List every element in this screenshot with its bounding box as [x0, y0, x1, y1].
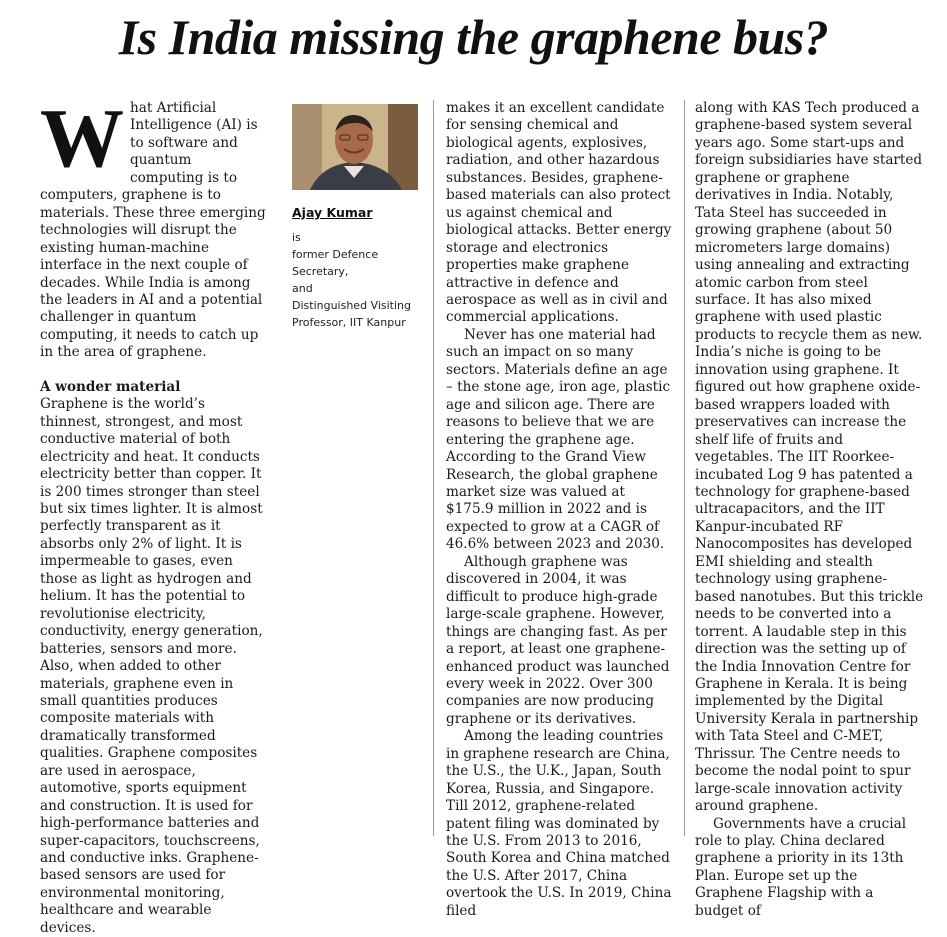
paragraph: Graphene is the world’s thinnest, strongest, and most conductive material of both electricity and heat. It conducts electricity better than copper. It is 200 times stronger than steel but six times lighter. It is almost perfectly transparent as it absorbs only 2% of light. It is impermeable to gases, even those as light as hydrogen and helium. It has the potential to revolutionise electricity, conductivity, energy generation, batteries, sensors and more. Also, when added to other materials, graphene even in small quantities produces composite materials with dramatically transformed qualities. Graphene composites are used in aerospace, automotive, sports equipment and construction. It is used for high-performance batteries and super-capacitors, touchscreens, and conductive inks. Graphene-based sensors are used for environmental monitoring, healthcare and wearable devices.	[40, 396, 263, 936]
subhead: A wonder material	[40, 378, 181, 395]
paragraph: Governments have a crucial role to play. China declared graphene a priority in its 13th Plan. Europe set up the Graphene Flagship with a budget of	[695, 815, 907, 919]
bio-line: former Defence	[292, 248, 379, 262]
paragraph: Never has one material had such an impact on so many sectors. Materials define an age – the stone age, iron age, plastic age and silicon age. There are reasons to believe that we are entering the graphene age. According to the Grand View Research, the global graphene market size was valued at $175.9 million in 2022 and is expected to grow at a CAGR of 46.6% between 2023 and 2030.	[446, 326, 671, 553]
bio-line: Distinguished Visiting	[292, 299, 412, 313]
author-bio	[292, 229, 419, 331]
intro-text: hat Artificial Intelligence (AI) is to software and quantum computing is to computers, graphene is to materials. These three emerging technologies will disrupt the existing human-machine interface in the next couple of decades. While India is among the leaders in AI and a potential challenger in quantum computing, it needs to catch up in the area of graphene.	[40, 100, 266, 361]
article-column-1	[40, 92, 266, 936]
bio-line: is	[292, 231, 301, 245]
paragraph: makes it an excellent candidate for sensing chemical and biological agents, explosives, radiation, and other hazardous substances. Besides, graphene-based materials can also protect us against chemical and biological attacks. Better energy storage and electronics properties make graphene attractive in defence and aerospace as well as in civil and commercial applications.	[446, 100, 672, 326]
author-name[interactable]: Ajay Kumar	[292, 205, 373, 220]
author-photo	[292, 104, 418, 190]
author-column	[292, 100, 419, 836]
bio-line: and	[292, 282, 313, 296]
paragraph: Although graphene was discovered in 2004, it was difficult to produce high-grade large-scale graphene. However, things are changing fast. As per a report, at least one graphene-enhanced product was launched every week in 2022. Over 300 companies are now producing graphene or its derivatives.	[446, 553, 670, 727]
paragraph: Among the leading countries in graphene research are China, the U.S., the U.K., Japan, South Korea, Russia, and Singapore. Till 2012, graphene-related patent filing was dominated by the U.S. From 2013 to 2016, South Korea and China matched the U.S. After 2017, China overtook the U.S. In 2019, China filed	[446, 728, 672, 919]
column-divider	[433, 100, 434, 836]
article-column-4	[695, 100, 925, 919]
dropcap: W	[40, 92, 124, 185]
bio-line: Secretary,	[292, 265, 349, 279]
column-divider	[684, 100, 685, 836]
headline: Is India missing the graphene bus?	[118, 9, 829, 65]
bio-line: Professor, IIT Kanpur	[292, 316, 406, 330]
article-column-3	[446, 100, 676, 919]
paragraph: along with KAS Tech produced a graphene-based system several years ago. Some start-ups and foreign subsidiaries have started graphene or graphene derivatives in India. Notably, Tata Steel has succeeded in growing graphene (about 50 micrometers large domains) using annealing and extracting atomic carbon from steel surface. It has also mixed graphene with used plastic products to recycle them as new. India’s niche is going to be innovation using graphene. It figured out how graphene oxide-based wrappers loaded with preservatives can increase the shelf life of fruits and vegetables. The IIT Roorkee-incubated Log 9 has patented a technology for graphene-based ultracapacitors, and the IIT Kanpur-incubated RF Nanocomposites has developed EMI shielding and stealth technology using graphene-based nanotubes. But this trickle needs to be converted into a torrent. A laudable step in this direction was the setting up of the India Innovation Centre for Graphene in Kerala. It is being implemented by the Digital University Kerala in partnership with Tata Steel and C-MET, Thrissur. The Centre needs to become the nodal point to spur large-scale innovation activity around graphene.	[695, 100, 924, 815]
intro-paragraph	[40, 92, 266, 362]
